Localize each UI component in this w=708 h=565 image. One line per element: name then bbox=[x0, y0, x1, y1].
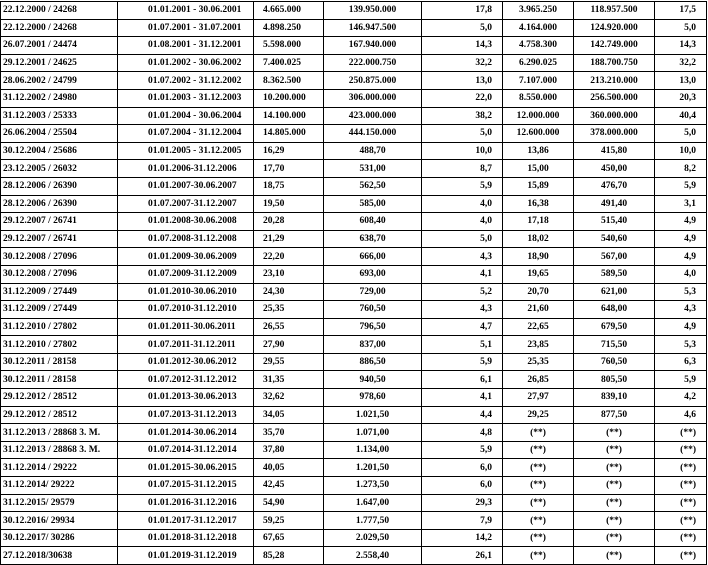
period-cell: 01.07.2007-31.12.2007 bbox=[118, 195, 254, 213]
increase-rate-cell: 5,2 bbox=[422, 283, 503, 301]
net-increase-rate-cell: 5,9 bbox=[655, 371, 707, 389]
decision-date-cell: 30.12.2017/ 30286 bbox=[1, 529, 118, 547]
monthly-gross-cell: 423.000.000 bbox=[324, 107, 422, 125]
monthly-net-cell: (**) bbox=[574, 494, 655, 512]
daily-net-cell: (**) bbox=[503, 459, 574, 477]
daily-gross-cell: 5.598.000 bbox=[254, 37, 324, 55]
net-increase-rate-cell: (**) bbox=[655, 529, 707, 547]
daily-net-cell: 17,18 bbox=[503, 213, 574, 231]
increase-rate-cell: 6,1 bbox=[422, 371, 503, 389]
daily-gross-cell: 34,05 bbox=[254, 406, 324, 424]
net-increase-rate-cell: 5,3 bbox=[655, 283, 707, 301]
period-cell: 01.01.2003 - 31.12.2003 bbox=[118, 89, 254, 107]
table-row bbox=[1, 2, 707, 20]
daily-gross-cell: 14.805.000 bbox=[254, 125, 324, 143]
decision-date-cell: 26.06.2004 / 25504 bbox=[1, 125, 118, 143]
monthly-net-cell: (**) bbox=[574, 477, 655, 495]
monthly-net-cell: 621,00 bbox=[574, 283, 655, 301]
increase-rate-cell: 5,9 bbox=[422, 441, 503, 459]
increase-rate-cell: 14,2 bbox=[422, 529, 503, 547]
monthly-gross-cell: 306.000.000 bbox=[324, 89, 422, 107]
period-cell: 01.07.2010-31.12.2010 bbox=[118, 301, 254, 319]
monthly-gross-cell: 796,50 bbox=[324, 318, 422, 336]
monthly-gross-cell: 2.558,40 bbox=[324, 547, 422, 565]
net-increase-rate-cell: 6,3 bbox=[655, 353, 707, 371]
increase-rate-cell: 13,0 bbox=[422, 72, 503, 90]
table-row bbox=[1, 195, 707, 213]
net-increase-rate-cell: 4,3 bbox=[655, 301, 707, 319]
table-row bbox=[1, 371, 707, 389]
net-increase-rate-cell: 4,0 bbox=[655, 265, 707, 283]
monthly-gross-cell: 1.201,50 bbox=[324, 459, 422, 477]
decision-date-cell: 30.12.2008 / 27096 bbox=[1, 248, 118, 266]
daily-gross-cell: 4.898.250 bbox=[254, 19, 324, 37]
table-row bbox=[1, 248, 707, 266]
monthly-gross-cell: 608,40 bbox=[324, 213, 422, 231]
wage-table bbox=[0, 1, 707, 565]
decision-date-cell: 31.12.2013 / 28868 3. M. bbox=[1, 441, 118, 459]
increase-rate-cell: 5,0 bbox=[422, 19, 503, 37]
daily-net-cell: 20,70 bbox=[503, 283, 574, 301]
net-increase-rate-cell: (**) bbox=[655, 477, 707, 495]
daily-gross-cell: 32,62 bbox=[254, 389, 324, 407]
period-cell: 01.07.2012-31.12.2012 bbox=[118, 371, 254, 389]
monthly-gross-cell: 940,50 bbox=[324, 371, 422, 389]
period-cell: 01.01.2014-30.06.2014 bbox=[118, 424, 254, 442]
period-cell: 01.01.2015-30.06.2015 bbox=[118, 459, 254, 477]
daily-gross-cell: 59,25 bbox=[254, 512, 324, 530]
period-cell: 01.08.2001 - 31.12.2001 bbox=[118, 37, 254, 55]
increase-rate-cell: 5,0 bbox=[422, 125, 503, 143]
period-cell: 01.07.2001 - 31.07.2001 bbox=[118, 19, 254, 37]
monthly-net-cell: 450,00 bbox=[574, 160, 655, 178]
increase-rate-cell: 17,8 bbox=[422, 2, 503, 20]
monthly-net-cell: (**) bbox=[574, 529, 655, 547]
daily-net-cell: (**) bbox=[503, 441, 574, 459]
net-increase-rate-cell: (**) bbox=[655, 547, 707, 565]
monthly-gross-cell: 139.950.000 bbox=[324, 2, 422, 20]
period-cell: 01.07.2008-31.12.2008 bbox=[118, 230, 254, 248]
monthly-gross-cell: 1.134,00 bbox=[324, 441, 422, 459]
daily-net-cell: 18,90 bbox=[503, 248, 574, 266]
table-row bbox=[1, 213, 707, 231]
daily-net-cell: 29,25 bbox=[503, 406, 574, 424]
table-row bbox=[1, 441, 707, 459]
table-body bbox=[1, 2, 707, 565]
table-row bbox=[1, 547, 707, 565]
daily-net-cell: 16,38 bbox=[503, 195, 574, 213]
daily-gross-cell: 22,20 bbox=[254, 248, 324, 266]
net-increase-rate-cell: (**) bbox=[655, 441, 707, 459]
monthly-gross-cell: 729,00 bbox=[324, 283, 422, 301]
period-cell: 01.01.2019-31.12.2019 bbox=[118, 547, 254, 565]
decision-date-cell: 31.12.2010 / 27802 bbox=[1, 336, 118, 354]
daily-net-cell: 15,00 bbox=[503, 160, 574, 178]
table-row bbox=[1, 424, 707, 442]
table-row bbox=[1, 318, 707, 336]
monthly-net-cell: (**) bbox=[574, 512, 655, 530]
net-increase-rate-cell: 5,9 bbox=[655, 177, 707, 195]
decision-date-cell: 30.12.2011 / 28158 bbox=[1, 353, 118, 371]
daily-net-cell: 4.164.000 bbox=[503, 19, 574, 37]
monthly-gross-cell: 222.000.750 bbox=[324, 54, 422, 72]
net-increase-rate-cell: (**) bbox=[655, 512, 707, 530]
monthly-net-cell: 476,70 bbox=[574, 177, 655, 195]
daily-net-cell: 27,97 bbox=[503, 389, 574, 407]
monthly-gross-cell: 167.940.000 bbox=[324, 37, 422, 55]
table-row bbox=[1, 54, 707, 72]
increase-rate-cell: 4,3 bbox=[422, 248, 503, 266]
decision-date-cell: 31.12.2015/ 29579 bbox=[1, 494, 118, 512]
daily-gross-cell: 21,29 bbox=[254, 230, 324, 248]
increase-rate-cell: 4,4 bbox=[422, 406, 503, 424]
net-increase-rate-cell: 5,3 bbox=[655, 336, 707, 354]
table-row bbox=[1, 494, 707, 512]
monthly-gross-cell: 1.071,00 bbox=[324, 424, 422, 442]
monthly-gross-cell: 488,70 bbox=[324, 142, 422, 160]
monthly-gross-cell: 760,50 bbox=[324, 301, 422, 319]
period-cell: 01.01.2012-30.06.2012 bbox=[118, 353, 254, 371]
daily-net-cell: (**) bbox=[503, 547, 574, 565]
decision-date-cell: 31.12.2014/ 29222 bbox=[1, 477, 118, 495]
daily-net-cell: 7.107.000 bbox=[503, 72, 574, 90]
increase-rate-cell: 38,2 bbox=[422, 107, 503, 125]
period-cell: 01.07.2009-31.12.2009 bbox=[118, 265, 254, 283]
increase-rate-cell: 6,0 bbox=[422, 459, 503, 477]
monthly-net-cell: 142.749.000 bbox=[574, 37, 655, 55]
daily-gross-cell: 40,05 bbox=[254, 459, 324, 477]
daily-gross-cell: 25,35 bbox=[254, 301, 324, 319]
monthly-net-cell: (**) bbox=[574, 459, 655, 477]
decision-date-cell: 29.12.2012 / 28512 bbox=[1, 389, 118, 407]
monthly-gross-cell: 562,50 bbox=[324, 177, 422, 195]
daily-gross-cell: 10.200.000 bbox=[254, 89, 324, 107]
daily-gross-cell: 14.100.000 bbox=[254, 107, 324, 125]
monthly-gross-cell: 2.029,50 bbox=[324, 529, 422, 547]
monthly-net-cell: 715,50 bbox=[574, 336, 655, 354]
period-cell: 01.01.2008-30.06.2008 bbox=[118, 213, 254, 231]
net-increase-rate-cell: 4,9 bbox=[655, 230, 707, 248]
monthly-net-cell: 805,50 bbox=[574, 371, 655, 389]
net-increase-rate-cell: 32,2 bbox=[655, 54, 707, 72]
decision-date-cell: 29.12.2007 / 26741 bbox=[1, 230, 118, 248]
increase-rate-cell: 7,9 bbox=[422, 512, 503, 530]
monthly-net-cell: 567,00 bbox=[574, 248, 655, 266]
increase-rate-cell: 4,1 bbox=[422, 389, 503, 407]
monthly-gross-cell: 638,70 bbox=[324, 230, 422, 248]
monthly-gross-cell: 1.021,50 bbox=[324, 406, 422, 424]
period-cell: 01.07.2014-31.12.2014 bbox=[118, 441, 254, 459]
net-increase-rate-cell: 4,9 bbox=[655, 318, 707, 336]
period-cell: 01.07.2011-31.12.2011 bbox=[118, 336, 254, 354]
increase-rate-cell: 5,0 bbox=[422, 230, 503, 248]
monthly-gross-cell: 978,60 bbox=[324, 389, 422, 407]
decision-date-cell: 29.12.2012 / 28512 bbox=[1, 406, 118, 424]
increase-rate-cell: 6,0 bbox=[422, 477, 503, 495]
table-row bbox=[1, 177, 707, 195]
period-cell: 01.01.2017-31.12.2017 bbox=[118, 512, 254, 530]
table-row bbox=[1, 389, 707, 407]
table-row bbox=[1, 142, 707, 160]
table-row bbox=[1, 37, 707, 55]
daily-net-cell: 15,89 bbox=[503, 177, 574, 195]
decision-date-cell: 31.12.2002 / 24980 bbox=[1, 89, 118, 107]
decision-date-cell: 23.12.2005 / 26032 bbox=[1, 160, 118, 178]
net-increase-rate-cell: 17,5 bbox=[655, 2, 707, 20]
daily-net-cell: (**) bbox=[503, 529, 574, 547]
daily-net-cell: 4.758.300 bbox=[503, 37, 574, 55]
table-row bbox=[1, 529, 707, 547]
daily-gross-cell: 31,35 bbox=[254, 371, 324, 389]
daily-gross-cell: 35,70 bbox=[254, 424, 324, 442]
daily-net-cell: 3.965.250 bbox=[503, 2, 574, 20]
daily-gross-cell: 23,10 bbox=[254, 265, 324, 283]
daily-net-cell: (**) bbox=[503, 424, 574, 442]
increase-rate-cell: 4,8 bbox=[422, 424, 503, 442]
monthly-net-cell: 515,40 bbox=[574, 213, 655, 231]
daily-net-cell: 22,65 bbox=[503, 318, 574, 336]
increase-rate-cell: 5,9 bbox=[422, 177, 503, 195]
daily-gross-cell: 4.665.000 bbox=[254, 2, 324, 20]
decision-date-cell: 31.12.2009 / 27449 bbox=[1, 283, 118, 301]
monthly-net-cell: 648,00 bbox=[574, 301, 655, 319]
table-row bbox=[1, 512, 707, 530]
decision-date-cell: 28.12.2006 / 26390 bbox=[1, 177, 118, 195]
monthly-net-cell: 491,40 bbox=[574, 195, 655, 213]
table-row bbox=[1, 283, 707, 301]
daily-net-cell: (**) bbox=[503, 494, 574, 512]
table-row bbox=[1, 160, 707, 178]
daily-gross-cell: 7.400.025 bbox=[254, 54, 324, 72]
decision-date-cell: 31.12.2009 / 27449 bbox=[1, 301, 118, 319]
net-increase-rate-cell: 4,2 bbox=[655, 389, 707, 407]
monthly-gross-cell: 837,00 bbox=[324, 336, 422, 354]
net-increase-rate-cell: 13,0 bbox=[655, 72, 707, 90]
monthly-net-cell: 124.920.000 bbox=[574, 19, 655, 37]
period-cell: 01.01.2006-31.12.2006 bbox=[118, 160, 254, 178]
period-cell: 01.01.2010-30.06.2010 bbox=[118, 283, 254, 301]
monthly-net-cell: (**) bbox=[574, 547, 655, 565]
daily-net-cell: 12.600.000 bbox=[503, 125, 574, 143]
decision-date-cell: 30.12.2016/ 29934 bbox=[1, 512, 118, 530]
table-row bbox=[1, 353, 707, 371]
daily-gross-cell: 85,28 bbox=[254, 547, 324, 565]
period-cell: 01.01.2009-30.06.2009 bbox=[118, 248, 254, 266]
period-cell: 01.01.2011-30.06.2011 bbox=[118, 318, 254, 336]
monthly-net-cell: 415,80 bbox=[574, 142, 655, 160]
table-row bbox=[1, 301, 707, 319]
daily-gross-cell: 8.362.500 bbox=[254, 72, 324, 90]
period-cell: 01.01.2007-30.06.2007 bbox=[118, 177, 254, 195]
monthly-net-cell: 679,50 bbox=[574, 318, 655, 336]
daily-net-cell: 6.290.025 bbox=[503, 54, 574, 72]
monthly-gross-cell: 886,50 bbox=[324, 353, 422, 371]
monthly-net-cell: 589,50 bbox=[574, 265, 655, 283]
daily-gross-cell: 24,30 bbox=[254, 283, 324, 301]
increase-rate-cell: 8,7 bbox=[422, 160, 503, 178]
period-cell: 01.01.2018-31.12.2018 bbox=[118, 529, 254, 547]
period-cell: 01.07.2004 - 31.12.2004 bbox=[118, 125, 254, 143]
daily-gross-cell: 37,80 bbox=[254, 441, 324, 459]
monthly-gross-cell: 666,00 bbox=[324, 248, 422, 266]
daily-net-cell: (**) bbox=[503, 477, 574, 495]
increase-rate-cell: 4,7 bbox=[422, 318, 503, 336]
decision-date-cell: 22.12.2000 / 24268 bbox=[1, 19, 118, 37]
monthly-net-cell: 213.210.000 bbox=[574, 72, 655, 90]
net-increase-rate-cell: (**) bbox=[655, 459, 707, 477]
daily-net-cell: 13,86 bbox=[503, 142, 574, 160]
decision-date-cell: 30.12.2008 / 27096 bbox=[1, 265, 118, 283]
decision-date-cell: 28.06.2002 / 24799 bbox=[1, 72, 118, 90]
net-increase-rate-cell: 5,0 bbox=[655, 125, 707, 143]
table-row bbox=[1, 336, 707, 354]
increase-rate-cell: 4,1 bbox=[422, 265, 503, 283]
monthly-gross-cell: 250.875.000 bbox=[324, 72, 422, 90]
monthly-net-cell: 378.000.000 bbox=[574, 125, 655, 143]
increase-rate-cell: 4,0 bbox=[422, 213, 503, 231]
table-row bbox=[1, 230, 707, 248]
daily-gross-cell: 27,90 bbox=[254, 336, 324, 354]
net-increase-rate-cell: 20,3 bbox=[655, 89, 707, 107]
monthly-net-cell: 188.700.750 bbox=[574, 54, 655, 72]
daily-net-cell: (**) bbox=[503, 512, 574, 530]
period-cell: 01.07.2002 - 31.12.2002 bbox=[118, 72, 254, 90]
period-cell: 01.01.2013-30.06.2013 bbox=[118, 389, 254, 407]
increase-rate-cell: 4,3 bbox=[422, 301, 503, 319]
monthly-gross-cell: 1.777,50 bbox=[324, 512, 422, 530]
decision-date-cell: 26.07.2001 / 24474 bbox=[1, 37, 118, 55]
net-increase-rate-cell: (**) bbox=[655, 424, 707, 442]
monthly-gross-cell: 531,00 bbox=[324, 160, 422, 178]
daily-net-cell: 25,35 bbox=[503, 353, 574, 371]
daily-gross-cell: 26,55 bbox=[254, 318, 324, 336]
period-cell: 01.07.2015-31.12.2015 bbox=[118, 477, 254, 495]
increase-rate-cell: 29,3 bbox=[422, 494, 503, 512]
daily-gross-cell: 16,29 bbox=[254, 142, 324, 160]
daily-gross-cell: 29,55 bbox=[254, 353, 324, 371]
net-increase-rate-cell: 14,3 bbox=[655, 37, 707, 55]
increase-rate-cell: 22,0 bbox=[422, 89, 503, 107]
increase-rate-cell: 4,0 bbox=[422, 195, 503, 213]
monthly-net-cell: (**) bbox=[574, 441, 655, 459]
decision-date-cell: 31.12.2013 / 28868 3. M. bbox=[1, 424, 118, 442]
monthly-gross-cell: 585,00 bbox=[324, 195, 422, 213]
monthly-gross-cell: 1.273,50 bbox=[324, 477, 422, 495]
increase-rate-cell: 5,1 bbox=[422, 336, 503, 354]
net-increase-rate-cell: 40,4 bbox=[655, 107, 707, 125]
daily-gross-cell: 18,75 bbox=[254, 177, 324, 195]
monthly-net-cell: 760,50 bbox=[574, 353, 655, 371]
table-row bbox=[1, 406, 707, 424]
daily-gross-cell: 19,50 bbox=[254, 195, 324, 213]
period-cell: 01.01.2005 - 31.12.2005 bbox=[118, 142, 254, 160]
daily-gross-cell: 20,28 bbox=[254, 213, 324, 231]
daily-net-cell: 12.000.000 bbox=[503, 107, 574, 125]
daily-net-cell: 26,85 bbox=[503, 371, 574, 389]
daily-gross-cell: 54,90 bbox=[254, 494, 324, 512]
table-row bbox=[1, 107, 707, 125]
decision-date-cell: 31.12.2003 / 25333 bbox=[1, 107, 118, 125]
net-increase-rate-cell: (**) bbox=[655, 494, 707, 512]
decision-date-cell: 29.12.2001 / 24625 bbox=[1, 54, 118, 72]
monthly-net-cell: 360.000.000 bbox=[574, 107, 655, 125]
decision-date-cell: 30.12.2011 / 28158 bbox=[1, 371, 118, 389]
decision-date-cell: 30.12.2004 / 25686 bbox=[1, 142, 118, 160]
net-increase-rate-cell: 4,6 bbox=[655, 406, 707, 424]
table-row bbox=[1, 72, 707, 90]
monthly-gross-cell: 444.150.000 bbox=[324, 125, 422, 143]
daily-gross-cell: 42,45 bbox=[254, 477, 324, 495]
decision-date-cell: 31.12.2010 / 27802 bbox=[1, 318, 118, 336]
net-increase-rate-cell: 10,0 bbox=[655, 142, 707, 160]
increase-rate-cell: 10,0 bbox=[422, 142, 503, 160]
decision-date-cell: 22.12.2000 / 24268 bbox=[1, 2, 118, 20]
net-increase-rate-cell: 8,2 bbox=[655, 160, 707, 178]
monthly-gross-cell: 146.947.500 bbox=[324, 19, 422, 37]
monthly-gross-cell: 1.647,00 bbox=[324, 494, 422, 512]
daily-net-cell: 21,60 bbox=[503, 301, 574, 319]
net-increase-rate-cell: 4,9 bbox=[655, 248, 707, 266]
monthly-gross-cell: 693,00 bbox=[324, 265, 422, 283]
decision-date-cell: 29.12.2007 / 26741 bbox=[1, 213, 118, 231]
table-row bbox=[1, 265, 707, 283]
net-increase-rate-cell: 3,1 bbox=[655, 195, 707, 213]
increase-rate-cell: 5,9 bbox=[422, 353, 503, 371]
table-row bbox=[1, 125, 707, 143]
daily-net-cell: 8.550.000 bbox=[503, 89, 574, 107]
daily-gross-cell: 17,70 bbox=[254, 160, 324, 178]
monthly-net-cell: 540,60 bbox=[574, 230, 655, 248]
monthly-net-cell: (**) bbox=[574, 424, 655, 442]
daily-net-cell: 23,85 bbox=[503, 336, 574, 354]
period-cell: 01.07.2013-31.12.2013 bbox=[118, 406, 254, 424]
table-row bbox=[1, 477, 707, 495]
monthly-net-cell: 839,10 bbox=[574, 389, 655, 407]
period-cell: 01.01.2001 - 30.06.2001 bbox=[118, 2, 254, 20]
daily-net-cell: 18,02 bbox=[503, 230, 574, 248]
monthly-net-cell: 877,50 bbox=[574, 406, 655, 424]
daily-net-cell: 19,65 bbox=[503, 265, 574, 283]
period-cell: 01.01.2016-31.12.2016 bbox=[118, 494, 254, 512]
table-row bbox=[1, 89, 707, 107]
monthly-net-cell: 256.500.000 bbox=[574, 89, 655, 107]
monthly-net-cell: 118.957.500 bbox=[574, 2, 655, 20]
decision-date-cell: 27.12.2018/30638 bbox=[1, 547, 118, 565]
net-increase-rate-cell: 4,9 bbox=[655, 213, 707, 231]
daily-gross-cell: 67,65 bbox=[254, 529, 324, 547]
decision-date-cell: 28.12.2006 / 26390 bbox=[1, 195, 118, 213]
increase-rate-cell: 14,3 bbox=[422, 37, 503, 55]
table-row bbox=[1, 19, 707, 37]
increase-rate-cell: 32,2 bbox=[422, 54, 503, 72]
period-cell: 01.01.2002 - 30.06.2002 bbox=[118, 54, 254, 72]
increase-rate-cell: 26,1 bbox=[422, 547, 503, 565]
net-increase-rate-cell: 5,0 bbox=[655, 19, 707, 37]
decision-date-cell: 31.12.2014 / 29222 bbox=[1, 459, 118, 477]
period-cell: 01.01.2004 - 30.06.2004 bbox=[118, 107, 254, 125]
table-row bbox=[1, 459, 707, 477]
